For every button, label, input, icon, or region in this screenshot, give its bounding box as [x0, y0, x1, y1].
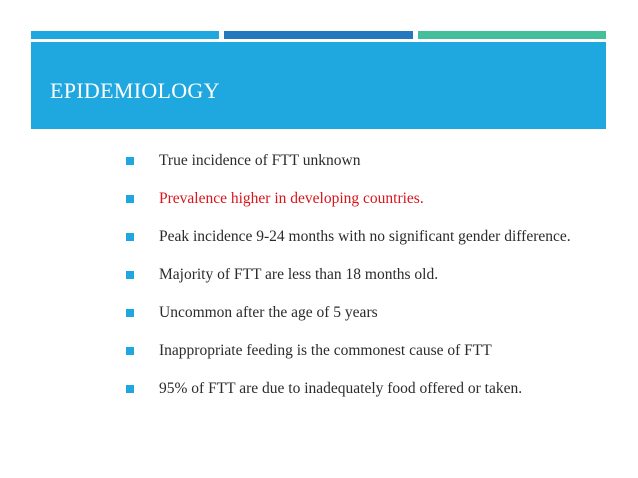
bullet-list: [124, 146, 594, 412]
bullet-text: Majority of FTT are less than 18 months old.: [159, 266, 439, 283]
accent-bar-dark-blue: [224, 31, 413, 39]
bullet-text: 95% of FTT are due to inadequately food offered or taken.: [159, 380, 523, 397]
square-bullet-icon: [126, 309, 134, 317]
bullet-item-highlighted: [124, 184, 594, 214]
accent-bar-light-blue: [31, 31, 219, 39]
bullet-text: Prevalence higher in developing countries.: [159, 190, 424, 207]
bullet-item: [124, 260, 594, 290]
square-bullet-icon: [126, 233, 134, 241]
square-bullet-icon: [126, 385, 134, 393]
bullet-text: Peak incidence 9-24 months with no significant gender difference.: [159, 228, 571, 245]
slide-title: EPIDEMIOLOGY: [50, 78, 220, 103]
square-bullet-icon: [126, 157, 134, 165]
bullet-text: Inappropriate feeding is the commonest cause of FTT: [159, 342, 492, 359]
bullet-item: [124, 336, 594, 366]
bullet-text: True incidence of FTT unknown: [159, 152, 361, 169]
title-banner: [31, 42, 606, 129]
bullet-text: Uncommon after the age of 5 years: [159, 304, 378, 321]
bullet-item: [124, 146, 594, 176]
accent-bars: [31, 31, 606, 39]
bullet-item: [124, 298, 594, 328]
bullet-item: [124, 374, 594, 404]
square-bullet-icon: [126, 195, 134, 203]
bullet-item: [124, 222, 594, 252]
square-bullet-icon: [126, 347, 134, 355]
square-bullet-icon: [126, 271, 134, 279]
accent-bar-green: [418, 31, 606, 39]
